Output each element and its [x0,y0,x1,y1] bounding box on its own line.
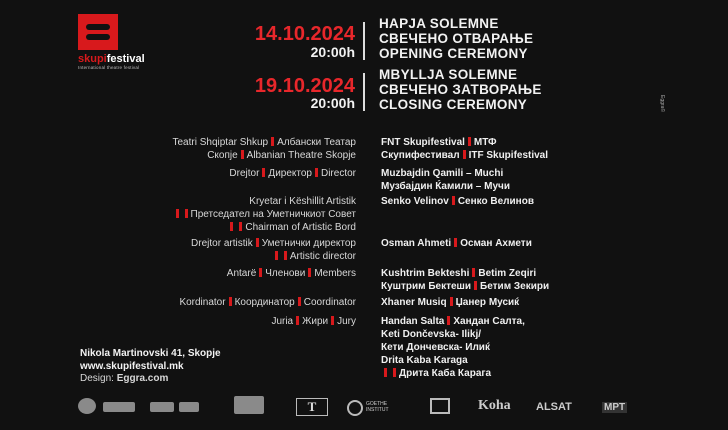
red-separator [393,368,396,377]
red-separator [331,316,334,325]
credit-name [381,267,549,293]
logo-tagline: International theatre festival [78,65,140,70]
credit-name-line [381,195,534,208]
red-separator [296,316,299,325]
red-separator [239,222,242,231]
credit-role [173,136,357,162]
credit-role-text: Artistic director [289,251,356,262]
credit-role-text: Уметнички директор [261,238,356,249]
credit-role-text: Albanian Theatre Skopje [246,150,356,161]
credit-name-text: Handan Salta [381,316,445,327]
red-separator [468,137,471,146]
red-separator [275,251,278,260]
credit-role-text: Директор [268,168,312,179]
credit-name-text: МТФ [473,137,497,148]
website-link[interactable]: www.skupifestival.mk [80,361,184,372]
red-separator [454,238,457,247]
opening-date: 14.10.2024 [254,23,355,45]
credit-name-text: Џанер Мусиќ [455,297,520,308]
credit-name [381,296,519,309]
credit-name-line [381,341,525,354]
goethe-logo-text: GOETHE INSTITUT [366,401,389,413]
sponsor-emblem-icon [78,398,96,414]
address: Nikola Martinovski 41, Skopje [80,348,221,359]
credit-role-text: Coordinator [303,297,356,308]
credit-role-text: Kordinator [179,297,226,308]
red-separator [176,209,179,218]
festival-logo [78,14,150,70]
red-separator [298,297,301,306]
closing-ceremony-text: MBYLLJA SOLEMNE СВЕЧЕНО ЗАТВОРАЊЕ CLOSING CEREMONY [379,67,542,112]
credit-role [173,195,357,234]
red-separator [230,222,233,231]
credit-name-text: Xhaner Musiq [381,297,447,308]
logo-name: skupifestival [78,53,145,65]
credit-role-text: Претседател на Уметничкиот Совет [190,209,356,220]
credit-role-text: Antarë [226,268,257,279]
credit-name [381,315,525,380]
credit-role [227,267,356,280]
mrt-logo: MPT [604,402,626,413]
credit-name [381,237,532,250]
credit-name-line [381,267,549,280]
opening-ceremony-text: HAPJA SOLEMNE СВЕЧЕНО ОТВАРАЊЕ OPENING CEREMONY [379,16,534,61]
credit-name-line [381,136,548,149]
credit-name [381,167,510,193]
credit-role-line [227,267,356,280]
credit-role-text: Скопје [207,150,238,161]
red-separator [450,297,453,306]
credit-name-text: Keti Dončevska- Ilikj/ [381,329,482,340]
credit-name-line [381,280,549,293]
credit-role-text: Координатор [234,297,295,308]
credit-role-line [173,136,357,149]
credit-role [271,315,356,328]
closing-date: 19.10.2024 [254,75,355,97]
credit-role-line [173,149,357,162]
credit-name-text: FNT Skupifestival [381,137,465,148]
credit-role-line [173,221,357,234]
credit-name-text: Музбајдин Ќамили – Мучи [381,181,510,192]
red-separator [463,150,466,159]
credit-name-line [381,328,525,341]
sponsor-logo-icon [103,402,135,412]
credit-role-line [191,250,356,263]
credit-name-text: Muzbajdin Qamili – Muchi [381,168,504,179]
red-separator [185,209,188,218]
credit-name-text: Куштрим Бектеши [381,281,472,292]
credit-name-text: ITF Skupifestival [468,150,549,161]
red-separator [315,168,318,177]
divider-line [363,22,365,60]
credit-name [381,195,534,208]
credit-name-text: Senko Velinov [381,196,449,207]
red-separator [452,196,455,205]
credit-name-text: Kushtrim Bekteshi [381,268,470,279]
credit-role-line [229,167,356,180]
red-separator [229,297,232,306]
credit-role-line [191,237,356,250]
red-separator [271,137,274,146]
closing-time: 20:00h [310,95,355,111]
divider-line [363,73,365,111]
sponsor-t-logo: T [296,398,328,416]
logo-mark-icon [78,14,118,50]
credit-name-line [381,354,525,367]
credit-name-text: Скупифестивал [381,150,460,161]
credit-role-line [179,296,356,309]
credit-name-line [381,167,510,180]
credit-role-line [173,208,357,221]
credit-role-text: Members [314,268,356,279]
credit-role-text: Drejtor artistik [191,238,253,249]
credit-role-text: Chairman of Artistic Bord [245,222,356,233]
credit-name-line [381,237,532,250]
sponsor-box-icon [430,398,450,414]
credit-role-line [173,195,357,208]
sponsor-crest-icon [234,396,264,414]
red-separator [474,281,477,290]
credit-role-text: Jury [337,316,356,327]
side-credit: Eggra© [659,95,665,113]
sponsor-logo-icon [150,402,174,412]
opening-time: 20:00h [310,44,355,60]
credit-role-text: Teatri Shqiptar Shkup [172,137,269,148]
credit-name-text: Кети Дончевска- Илиќ [381,342,490,353]
credit-role [191,237,356,263]
credit-role-line [271,315,356,328]
credit-name-line [381,149,548,162]
credit-name-text: Дрита Каба Карага [399,368,492,379]
credit-name-text: Бетим Зекири [480,281,550,292]
goethe-icon [347,400,363,416]
credit-role-text: Juria [271,316,294,327]
koha-logo: Koha [478,398,511,413]
credit-name-line [381,296,519,309]
sponsor-logo-icon [179,402,199,412]
credit-name-text: Сенко Велинов [457,196,534,207]
address-block [80,347,221,373]
credit-role-text: Kryetar i Këshillit Artistik [249,196,356,207]
red-separator [472,268,475,277]
credit-role-text: Членови [265,268,306,279]
red-separator [256,238,259,247]
credit-name-text: Осман Ахмети [460,238,532,249]
credit-name-text: Osman Ahmeti [381,238,452,249]
red-separator [259,268,262,277]
credit-role [179,296,356,309]
credit-name-line [381,180,510,193]
red-separator [241,150,244,159]
red-separator [384,368,387,377]
red-separator [308,268,311,277]
design-credit: Design: Eggra.com [80,373,169,384]
credit-name-text: Хандан Салта, [453,316,525,327]
alsat-logo: ALSAT [536,401,572,413]
credit-name-line [381,367,525,380]
credit-name-line [381,315,525,328]
credit-role-text: Албански Театар [277,137,356,148]
credit-role [229,167,356,180]
red-separator [262,168,265,177]
red-separator [284,251,287,260]
credit-name-text: Drita Kaba Karaga [381,355,468,366]
credit-role-text: Director [320,168,356,179]
credit-name-text: Betim Zeqiri [478,268,537,279]
red-separator [447,316,450,325]
credit-role-text: Жири [302,316,329,327]
credit-name [381,136,548,162]
credit-role-text: Drejtor [229,168,260,179]
